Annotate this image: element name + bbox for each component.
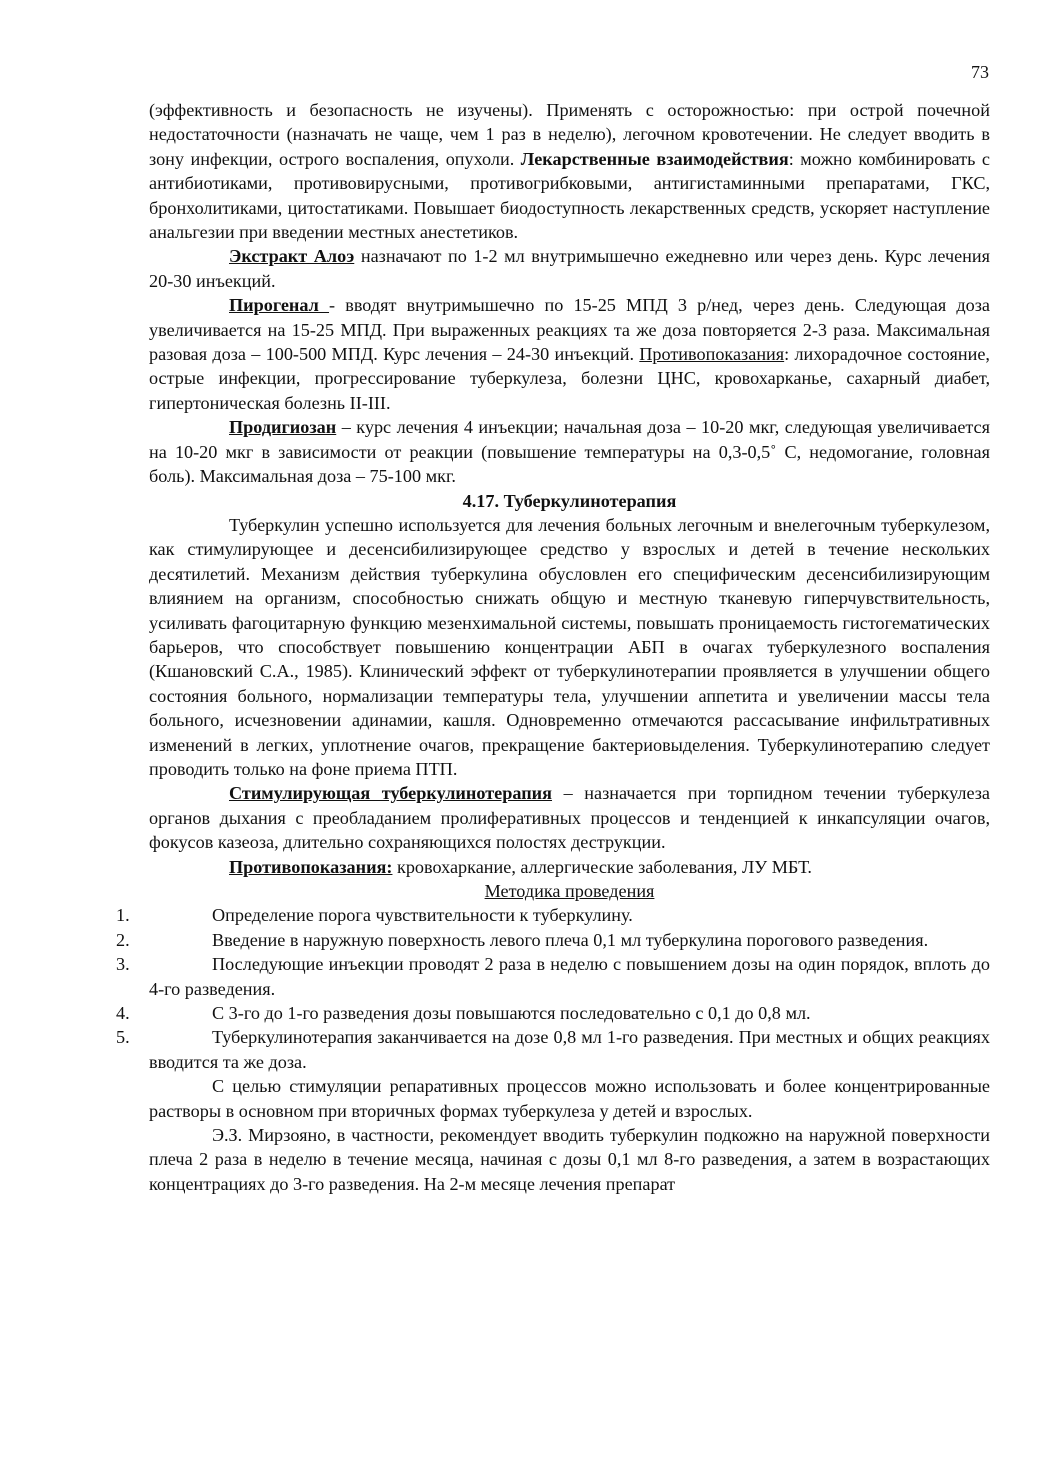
list-item-text: Введение в наружную поверхность левого плеча 0,1 мл туберкулина порогового разведения. (212, 929, 929, 950)
method-steps-list (116, 903, 990, 1074)
paragraph-prodigiosan (149, 415, 990, 488)
method-heading: Методика проведения (484, 881, 655, 901)
paragraph-tuberculin: Туберкулин успешно используется для лечения больных легочным и внелегочным туберкулезом, как стимулирующее и десенсибилизирующее средство у взрослых и детей в течение нескольких десятилетий. Механизм действия туберкулина обусловлен его специфическим десенсибилизирующим влиянием на организм, способностью снижать общую и местную тканевую гиперчувствительность, усиливать фагоцитарную функцию мезенхимальной системы, повышать проницаемость гистогематических барьеров, что способствует повышению концентрации АБП в очагах туберкулезного воспаления (Кшановский С.А., 1985). Клинический эффект от туберкулинотерапии проявляется в улучшении общего состояния больного, нормализации температуры тела, улучшении аппетита и увеличении массы тела больного, исчезновении адинамии, кашля. Одновременно отмечаются рассасывание инфильтративных изменений в легких, уплотнение очагов, прекращение бактериовыделения. Туберкулинотерапию следует проводить только на фоне приема ПТП. (149, 514, 990, 779)
pyrogenal-contraindications-text: : лихорадочное состояние, острые инфекции, прогрессирование туберкулеза, болезни ЦНС, кровохарканье, сахарный диабет, гипертоническая болезнь II-III. (149, 344, 990, 413)
drug-interactions-label: Лекарственные взаимодействия (520, 148, 789, 169)
paragraph-mirzoyano: Э.З. Мирзояно, в частности, рекомендует вводить туберкулин подкожно на наружной поверхности плеча 2 раза в неделю в течение месяца, начиная с дозы 0,1 мл 8-го разведения, а затем в возрастающих концентрациях до 3-го разведения. На 2-м месяце лечения препарат (149, 1125, 990, 1194)
document-body (116, 98, 990, 1196)
list-item-text: Туберкулинотерапия заканчивается на дозе 0,8 мл 1-го разведения. При местных и общих реакциях вводится та же доза. (149, 1027, 990, 1072)
list-item-number: 2. (116, 929, 130, 950)
section-heading: 4.17. Туберкулинотерапия (462, 490, 677, 511)
page-number: 73 (971, 62, 989, 82)
pyrogenal-text: - вводят внутримышечно по 15-25 МПД 3 р/нед, через день. Следующая доза увеличивается на 15-25 МПД. При выраженных реакциях та же доза повторяется 2-3 раза. Максимальная разовая доза – 100-500 МПД. Курс лечения – 24-30 инъекций. (149, 295, 990, 365)
pyrogenal-contraindications-label: Противопоказания (639, 344, 785, 365)
prodigiosan-text: – курс лечения 4 инъекции; начальная доза – 10-20 мкг, следующая увеличивается на 10-20 мкг в зависимости от реакции (повышение температуры на 0,3-0,5˚ С, недомогание, головная боль). Максимальная доза – 75-100 мкг. (149, 417, 990, 487)
paragraph-continued (149, 98, 990, 244)
aloe-text: назначают по 1-2 мл внутримышечно ежедневно или через день. Курс лечения 20-30 инъекций. (149, 246, 990, 291)
paragraph-concentrated: С целью стимуляции репаративных процессов можно использовать и более концентрированные растворы в основном при вторичных формах туберкулеза у детей и взрослых. (149, 1076, 990, 1121)
aloe-label: Экстракт Алоэ (229, 246, 355, 267)
list-item (116, 928, 990, 952)
list-item-text: С 3-го до 1-го разведения дозы повышаются последовательно с 0,1 до 0,8 мл. (212, 1003, 811, 1024)
list-item-number: 3. (116, 954, 130, 975)
paragraph-pyrogenal (149, 293, 990, 415)
stim-contraindications-text: кровохаркание, аллергические заболевания, ЛУ МБТ. (392, 856, 812, 877)
list-item (116, 903, 990, 927)
list-item-text: Определение порога чувствительности к туберкулину. (212, 905, 633, 926)
stimulating-text: – назначается при торпидном течении туберкулеза органов дыхания с преобладанием пролиферативных процессов и тенденцией к инкапсуляции очагов, фокусов казеоза, длительно сохраняющихся полостях деструкции. (149, 783, 990, 853)
paragraph-text: (эффективность и безопасность не изучены). Применять с осторожностью: при острой почечной недостаточности (назначать не чаще, чем 1 раз в неделю), легочном кровотечении. Не следует вводить в зону инфекции, острого воспаления, опухоли. (149, 100, 990, 169)
list-item-number: 1. (116, 905, 130, 926)
pyrogenal-label: Пирогенал (229, 295, 330, 316)
list-item-number: 4. (116, 1003, 130, 1024)
stimulating-label: Стимулирующая туберкулинотерапия (229, 783, 553, 804)
list-item (116, 952, 990, 1001)
list-item (116, 1025, 990, 1074)
stim-contraindications-label: Противопоказания: (229, 856, 393, 877)
list-item-text: Последующие инъекции проводят 2 раза в неделю с повышением дозы на один порядок, вплоть до 4-го разведения. (149, 954, 990, 999)
drug-interactions-text: : можно комбинировать с антибиотиками, противовирусными, противогрибковыми, антигистаминными препаратами, ГКС, бронхолитиками, цитостатиками. Повышает биодоступность лекарственных средств, ускоряет наступление анальгезии при введении местных анестетиков. (149, 148, 990, 243)
paragraph-stim-contraindications (149, 855, 990, 879)
list-item-number: 5. (116, 1027, 130, 1048)
prodigiosan-label: Продигиозан (229, 417, 337, 438)
list-item (116, 1001, 990, 1025)
paragraph-aloe (149, 244, 990, 293)
paragraph-stimulating (149, 781, 990, 854)
